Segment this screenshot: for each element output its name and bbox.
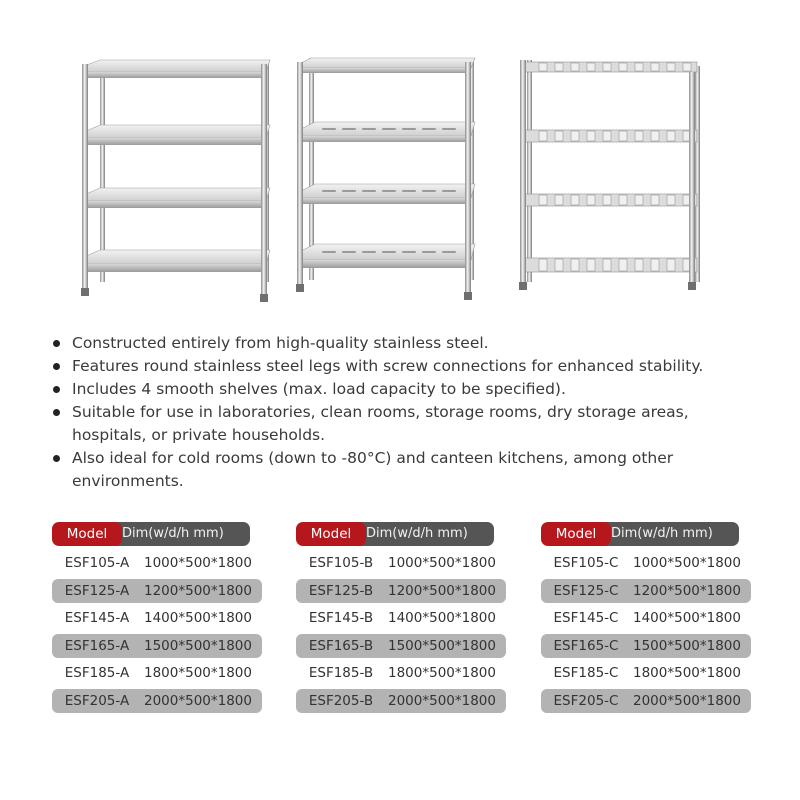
- table-header: [296, 522, 506, 546]
- model-cell: ESF165-C: [553, 637, 619, 654]
- table-row: [541, 579, 751, 603]
- table-row: [52, 661, 262, 685]
- model-cell: ESF105-A: [64, 555, 130, 571]
- dim-cell: 1800*500*1800: [144, 665, 252, 681]
- dim-cell: 1000*500*1800: [388, 555, 496, 571]
- model-header: Model: [541, 522, 611, 546]
- feature-list: [50, 332, 750, 493]
- table-row: [52, 634, 262, 658]
- dim-cell: 2000*500*1800: [144, 692, 252, 709]
- dim-cell: 1200*500*1800: [633, 582, 741, 599]
- model-cell: ESF105-B: [308, 555, 374, 571]
- shelf-image-slatted: [515, 52, 710, 292]
- table-row: [541, 606, 751, 630]
- table-row: [541, 551, 751, 575]
- dim-cell: 1000*500*1800: [144, 555, 252, 571]
- model-cell: ESF205-C: [553, 692, 619, 709]
- model-cell: ESF205-A: [64, 692, 130, 709]
- spec-table-c: [541, 522, 751, 716]
- dim-cell: 1400*500*1800: [633, 610, 741, 626]
- model-cell: ESF165-B: [308, 637, 374, 654]
- feature-item: Constructed entirely from high-quality stainless steel.: [50, 332, 750, 355]
- dim-header: Dim(w/d/h mm): [110, 522, 250, 546]
- dim-cell: 1400*500*1800: [388, 610, 496, 626]
- table-row: [296, 579, 506, 603]
- table-header: [541, 522, 751, 546]
- model-cell: ESF185-B: [308, 665, 374, 681]
- feature-item: Includes 4 smooth shelves (max. load capacity to be specified).: [50, 378, 750, 401]
- dim-cell: 1200*500*1800: [144, 582, 252, 599]
- table-row: [52, 606, 262, 630]
- model-cell: ESF185-A: [64, 665, 130, 681]
- model-cell: ESF205-B: [308, 692, 374, 709]
- feature-item: Also ideal for cold rooms (down to -80°C) and canteen kitchens, among other environments.: [50, 447, 750, 493]
- table-row: [296, 606, 506, 630]
- table-row: [52, 689, 262, 713]
- table-header: [52, 522, 262, 546]
- feature-item: Features round stainless steel legs with screw connections for enhanced stability.: [50, 355, 750, 378]
- table-row: [541, 634, 751, 658]
- model-cell: ESF165-A: [64, 637, 130, 654]
- model-cell: ESF185-C: [553, 665, 619, 681]
- shelf-image-solid: [76, 52, 276, 304]
- dim-cell: 1800*500*1800: [388, 665, 496, 681]
- model-cell: ESF145-B: [308, 610, 374, 626]
- model-header: Model: [296, 522, 366, 546]
- dim-cell: 1400*500*1800: [144, 610, 252, 626]
- model-cell: ESF125-A: [64, 582, 130, 599]
- model-cell: ESF145-C: [553, 610, 619, 626]
- table-row: [541, 661, 751, 685]
- dim-header: Dim(w/d/h mm): [354, 522, 494, 546]
- dim-cell: 1500*500*1800: [388, 637, 496, 654]
- table-row: [296, 551, 506, 575]
- dim-cell: 1000*500*1800: [633, 555, 741, 571]
- dim-cell: 2000*500*1800: [633, 692, 741, 709]
- table-row: [52, 579, 262, 603]
- model-cell: ESF145-A: [64, 610, 130, 626]
- dim-header: Dim(w/d/h mm): [599, 522, 739, 546]
- model-cell: ESF125-B: [308, 582, 374, 599]
- dim-cell: 1500*500*1800: [633, 637, 741, 654]
- spec-table-b: [296, 522, 506, 716]
- model-header: Model: [52, 522, 122, 546]
- model-cell: ESF125-C: [553, 582, 619, 599]
- table-row: [541, 689, 751, 713]
- shelf-image-slotted: [293, 52, 483, 302]
- dim-cell: 2000*500*1800: [388, 692, 496, 709]
- table-row: [296, 661, 506, 685]
- table-row: [296, 689, 506, 713]
- feature-item: Suitable for use in laboratories, clean rooms, storage rooms, dry storage areas, hospitals, or private households.: [50, 401, 750, 447]
- table-row: [296, 634, 506, 658]
- dim-cell: 1500*500*1800: [144, 637, 252, 654]
- model-cell: ESF105-C: [553, 555, 619, 571]
- dim-cell: 1200*500*1800: [388, 582, 496, 599]
- dim-cell: 1800*500*1800: [633, 665, 741, 681]
- spec-table-a: [52, 522, 262, 716]
- table-row: [52, 551, 262, 575]
